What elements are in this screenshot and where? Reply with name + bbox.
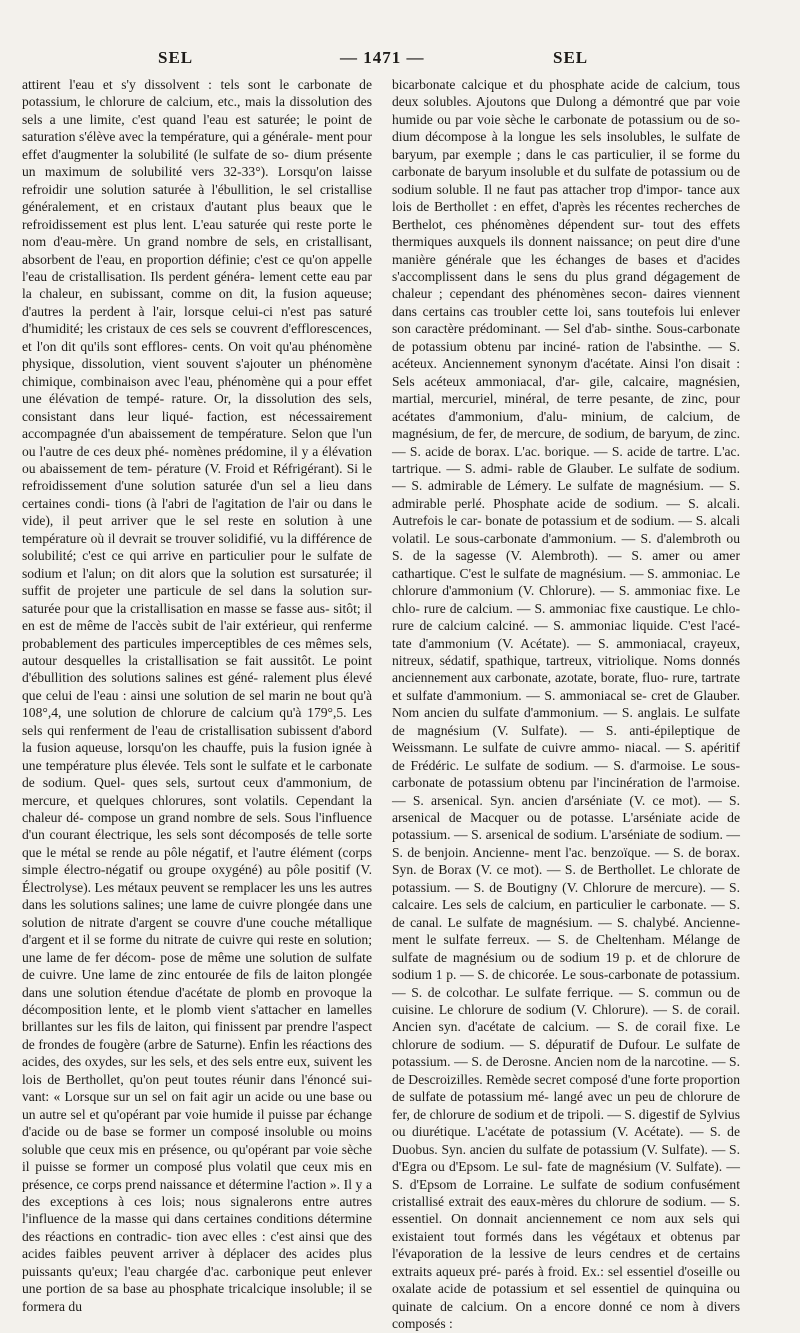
page-number: — 1471 — (340, 48, 425, 67)
right-column (392, 76, 740, 1332)
left-column (22, 76, 372, 1314)
header-right: SEL (553, 48, 589, 67)
left-column-text: attirent l'eau et s'y dissolvent : tels sont le carbonate de potassium, le chlorure de calcium, etc., mais la dissolution des sels a une limite, c'est quand l'eau est saturée; le point de saturation s'élève avec la température, qui a générale- ment pour effet d'augmenter la solubilité (le sulfate de so- dium présente un maximum de solubilité vers 32-33°). Lorsqu'on laisse refroidir une solution saturée à l'ébullition, le sel cristallise généralement, et en cristaux d'autant plus beaux que le refroidissement est plus lent. L'eau saturée qui reste porte le nom d'eau-mère. Un grand nombre de sels, en cristallisant, absorbent de l'eau, en proportion définie; c'est ce qu'on appelle l'eau de cristallisation. Ils perdent généra- lement cette eau par la chaleur, en subissant, comme on dit, la fusion aqueuse; d'autres la perdent à l'air, lorsque celui-ci n'est pas saturé d'humidité; les cristaux de ces sels se couvrent d'efflorescences, et l'on dit qu'ils sont efflores- cents. On voit qu'au phénomène physique, dissolution, vient souvent s'ajouter un phénomène chimique, combinaison avec l'eau, phénomène qui a pour effet une élévation de tempé- rature. Or, la dissolution des sels, consistant dans leur liqué- faction, est nécessairement accompagnée d'un abaissement de température. Selon que l'un ou l'autre de ces deux phé- nomènes prédomine, il y a élévation ou abaissement de tem- pérature (V. Froid et Réfrigérant). Si le refroidissement d'une solution saturée d'un sel a lieu dans certaines condi- tions (à l'abri de l'agitation de l'air ou dans le vide), il peut arriver que le sel reste en solution à une température où il devrait se trouver solidifié, vu la différence de solubilité; c'est ce qui arrive en particulier pour le sulfate de sodium et l'alun; on dit alors que la solution est sursaturée; il suffit de projeter une particule de sel dans la solution sur- saturée pour que la cristallisation en masse se fasse aus- sitôt; il en est de même de l'accès subit de l'air extérieur, qui renferme probablement des particules imperceptibles de ces mêmes sels, autour desquelles la cristallisation se fait aussitôt. Le point d'ébullition des solutions salines est géné- ralement plus élevé que celui de l'eau : ainsi une solution de sel marin ne bout qu'à 108°,4, une solution de chlorure de calcium qu'à 179°,5. Les sels qui renferment de l'eau de cristallisation subissent d'abord la fusion aqueuse, lorsqu'on les chauffe, puis la fusion ignée à une température plus élevée. Tels sont le sulfate et le carbonate de sodium. Quel- ques sels, surtout ceux d'ammonium, de mercure, et quelques chlorures, sont volatils. Cependant la chaleur dé- compose un grand nombre de sels. Sous l'influence d'un courant électrique, les sels sont décomposés de telle sorte que le métal se rende au pôle négatif, et l'autre élément (corps simple électro-négatif ou groupe oxygéné) au pôle positif (V. Électrolyse). Les métaux peuvent se remplacer les uns les autres dans les solutions salines; une lame de cuivre plongée dans une solution de nitrate d'argent se couvre d'une couche métallique d'argent et il se forme du nitrate de cuivre qui reste en solution; une lame de fer décom- pose de même une solution de sulfate de cuivre. Une lame de zinc entourée de fils de laiton plongée dans une solution étendue d'acétate de plomb en provoque la décomposition lente, et le plomb vient s'attacher en lamelles brillantes sur les fils de laiton, qui finissent par prendre l'aspect de frondes de fougère (arbre de Saturne). Enfin les réactions des acides, des oxydes, sur les sels, et des sels entre eux, suivent les lois de Berthollet, qu'on peut toutes réunir dans l'énoncé sui- vant: « Lorsque sur un sel on fait agir un acide ou une base ou un autre sel et qu'opérant par voie humide il puisse par échange d'acide ou de base se former un composé insoluble ou moins soluble que ceux mis en présence, ou qu'opérant par voie sèche il puisse se former un composé plus volatil que ceux mis en présence, ce corps prend naissance et détermine l'action ». Il y a des exceptions à ces lois; nous signalerons entre autres l'influence de la masse qui dans certaines conditions détermine des réactions en contradic- tion avec elles : c'est ainsi que des acides faibles peuvent arriver à déplacer des acides plus puissants qu'eux; l'eau chargée d'ac. carbonique peut enlever une portion de sa base au phosphate tricalcique insoluble; il se formera du (22, 77, 372, 1314)
header-left: SEL (158, 48, 194, 67)
right-column-text: bicarbonate calcique et du phosphate acide de calcium, tous deux solubles. Ajoutons que Dulong a démontré que par voie humide ou par voie sèche le carbonate de potassium ou de so- dium décompose à la longue les sels insolubles, le sulfate de baryum, par exemple ; dans le cas particulier, il se forme du carbonate de baryum insoluble et du sulfate de potassium ou de sodium soluble. Il ne faut pas attacher trop d'impor- tance aux lois de Berthollet : en effet, d'après les récentes recherches de Berthelot, ces phénomènes dépendent sur- tout des effets thermiques auxquels ils donnent naissance; on peut dire d'une manière générale que les échanges de bases et d'acides s'accomplissent dans le sens du plus grand dégagement de chaleur ; cependant des phénomènes secon- daires viennent dans certains cas troubler cette loi, sans toutefois lui enlever son caractère prédominant. — Sel d'ab- sinthe. Sous-carbonate de potassium obtenu par inciné- ration de l'absinthe. — S. acéteux. Anciennement synonym d'acétate. Ainsi l'on disait : Sels acéteux ammoniacal, d'ar- gile, calcaire, magnésien, martial, mercuriel, minéral, de terre pesante, de zinc, pour acétates d'ammonium, d'alu- minium, de calcium, de magnésium, de fer, de mercure, de sodium, de baryum, de zinc. — S. acide de borax. L'ac. borique. — S. acide de tartre. L'ac. tartrique. — S. admi- rable de Glauber. Le sulfate de sodium. — S. admirable de Lémery. Le sulfate de magnésium. — S. admirable perlé. Phosphate acide de sodium. — S. alcali. Autrefois le car- bonate de potassium et de sodium. — S. alcali volatil. Le sous-carbonate d'ammonium. — S. d'alembroth ou S. de la sagesse (V. Alembroth). — S. amer ou amer cathartique. C'est le sulfate de magnésium. — S. ammoniac. Le chlorure d'ammonium (V. Chlorure). — S. ammoniac fixe. Le chlo- rure de calcium. — S. ammoniac fixe caustique. Le chlo- rure de calcium calciné. — S. ammoniac liquide. C'est l'acé- tate d'ammonium (V. Acétate). — S. ammoniacal, crayeux, nitreux, sédatif, spathique, tartreux, vitriolique. Noms donnés anciennement aux carbonate, azotate, borate, fluo- rure, tartrate et sulfate d'ammonium. — S. ammoniacal se- cret de Glauber. Nom ancien du sulfate d'ammonium. — S. anglais. Le sulfate de magnésium (V. Sulfate). — S. anti-épileptique de Weissmann. Le sulfate de cuivre ammo- niacal. — S. apéritif de Frédéric. Le sulfate de sodium. — S. d'armoise. Le sous-carbonate de potassium obtenu par l'incinération de l'armoise. — S. arsenical. Syn. ancien d'arséniate (V. ce mot). — S. arsenical de Macquer ou de potasse. L'arséniate acide de potassium. — S. arsenical de sodium. L'arséniate de sodium. — S. de benjoin. Ancienne- ment l'ac. benzoïque. — S. de borax. Syn. de Borax (V. ce mot). — S. de Berthollet. Le chlorate de potassium. — S. de Boutigny (V. Chlorure de mercure). — S. calcaire. Les sels de calcium, en particulier le carbonate. — S. de canal. Le sulfate de magnésium. — S. chalybé. Ancienne- ment le sulfate ferreux. — S. de Cheltenham. Mélange de sulfate de magnésium ou de sodium 19 p. et de chlorure de sodium 1 p. — S. de chicorée. Le sous-carbonate de potassium. — S. de colcothar. Le sulfate ferrique. — S. commun ou de cuisine. Le chlorure de sodium (V. Chlorure). — S. de corail. Ancien syn. d'acétate de calcium. — S. de corail fixe. Le chlorure de sodium. — S. dépuratif de Dufour. Le sulfate de potassium. — S. de Derosne. Ancien nom de la narcotine. — S. de Descroizilles. Remède secret composé d'une forte proportion de sulfate de potassium mé- langé avec un peu de chlorure de fer, de chlorure de sodium et de tripoli. — S. digestif de Sylvius ou diurétique. L'acétate de potassium (V. Acétate). — S. de Duobus. Syn. ancien du sulfate de potassium (V. Sulfate). — S. d'Egra ou d'Epsom. Le sul- fate de magnésium (V. Sulfate). — S. d'Epsom de Lorraine. Le sulfate de sodium confusément cristallisé extrait des eaux-mères du chlorure de sodium. — S. essentiel. On donnait anciennement ce nom aux sels qui existaient tout formés dans les végétaux et obtenus par l'évaporation de la lessive de leurs cendres et de certains extraits aqueux pré- parés à froid. Ex.: sel essentiel d'oseille ou oxalate acide de potassium et sel essentiel de quinquina ou quinate de calcium. On a encore donné ce nom à divers composés : (392, 77, 740, 1332)
running-header (0, 48, 800, 72)
